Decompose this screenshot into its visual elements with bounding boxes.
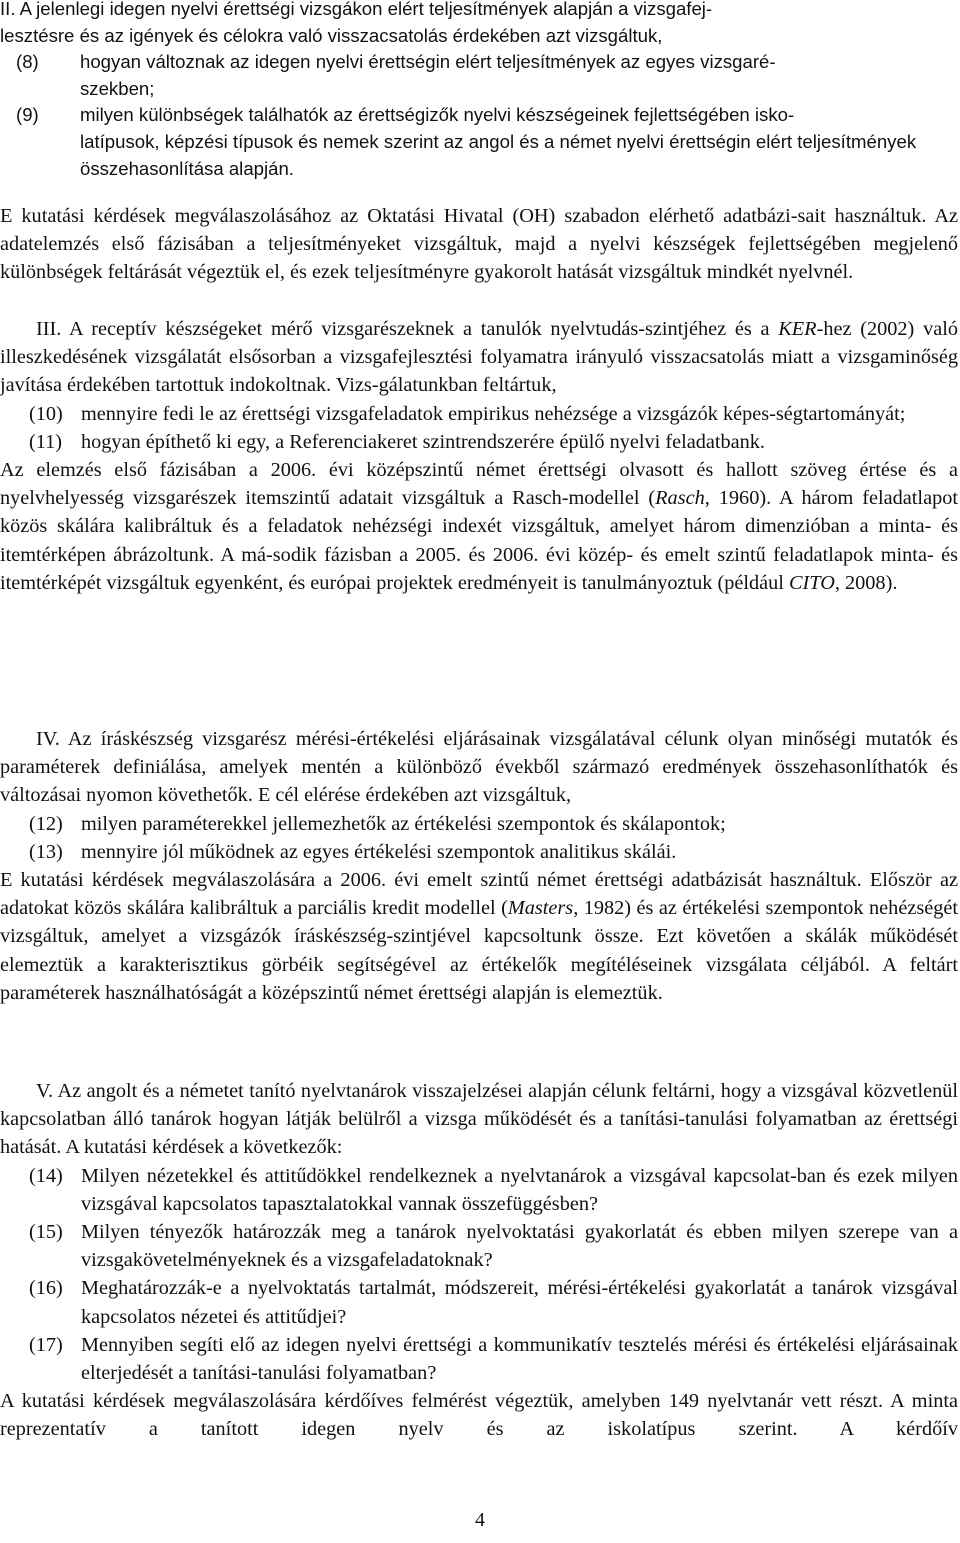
question-15-text: Milyen tényezők határozzák meg a tanárok nyelvoktatási gyakorlatát és ebben milyen szerepe van a vizsgakövetelményeknek és a vizsgafeladatoknak? bbox=[81, 1221, 958, 1272]
section-4-outro bbox=[0, 866, 958, 1007]
question-13 bbox=[0, 838, 958, 866]
question-10-number: (10) bbox=[29, 402, 63, 425]
question-16 bbox=[0, 1274, 958, 1330]
question-16-text: Meghatározzák-e a nyelvoktatás tartalmát, módszereit, mérési-értékelési gyakorlatát a tanárok vizsgával kapcsolatos nézetei és attitűdjei? bbox=[81, 1277, 958, 1328]
question-16-number: (16) bbox=[29, 1277, 63, 1300]
section-3-intro bbox=[0, 315, 958, 400]
question-12 bbox=[0, 810, 958, 838]
section-4-outro-part-2: , 1982) és az értékelési szempontok nehézségét vizsgáltuk, amelyet a vizsgázók íráskészség-szintjével kapcsoltunk össze. Ezt követően a skálák működését elemeztük a karakterisztikus görbéik segítségével az értékelők megítéléseinek vizsgálata céljából. A feltárt paraméterek használhatóságát a középszintű német érettségi alapján is elemeztük. bbox=[0, 897, 958, 1004]
question-14-number: (14) bbox=[29, 1164, 63, 1187]
question-11-number: (11) bbox=[29, 430, 63, 453]
question-9-line-1: milyen különbségek találhatók az érettségizők nyelvi készségeinek fejlettségében isko- bbox=[80, 104, 795, 126]
section-3-intro-pre: III. A receptív készségeket mérő vizsgarészeknek a tanulók nyelvtudás-szintjéhez és a bbox=[36, 318, 779, 340]
question-9-text bbox=[80, 102, 958, 182]
question-9-number: (9) bbox=[16, 104, 39, 126]
section-2-outro-block bbox=[0, 202, 958, 287]
section-2-intro-line-2: lesztésre és az igények és célokra való visszacsatolás érdekében azt vizsgáltuk, bbox=[0, 24, 663, 46]
question-15-number: (15) bbox=[29, 1221, 63, 1244]
section-3-intro-post: -hez (2002) való illeszkedésének vizsgálatát elsősorban a vizsgafejlesztési folyamatra irányuló visszacsatolás miatt a vizsgaminőség javítása érdekében tartottuk indokoltnak. Vizs-gálatunkban feltártuk, bbox=[0, 318, 958, 397]
question-9 bbox=[0, 102, 958, 182]
section-3-outro-part-3: , 2008). bbox=[834, 571, 898, 594]
section-4-outro-part-1: E kutatási kérdések megválaszolására a 2006. évi emelt szintű német érettségi adatbázisát használtuk. Először az adatokat közös skálára kalibráltuk a parciális kredit modellel ( bbox=[0, 869, 958, 920]
question-17-number: (17) bbox=[29, 1333, 63, 1356]
section-3-outro-part-2: , 1960). A három feladatlapot közös skálára kalibráltuk és a feladatok nehézségi indexét vizsgáltuk, amelyet három dimenzióban a minta- és itemtérképen ábrázoltunk. A má-sodik fázisban a 2005. és 2006. évi közép- és emelt szintű feladatlapok minta- és itemtérképét vizsgáltuk egyenként, és európai projektek eredményeit is tanulmányoztuk (például bbox=[0, 487, 958, 594]
question-15 bbox=[0, 1218, 958, 1274]
section-5-outro: A kutatási kérdések megválaszolására kérdőíves felmérést végeztük, amelyben 149 nyelvtanár vett részt. A minta reprezentatív a tanított idegen nyelv és az iskolatípus szerint. A kérdőív bbox=[0, 1390, 958, 1441]
question-11 bbox=[0, 428, 958, 456]
question-10-text: mennyire fedi le az érettségi vizsgafeladatok empirikus nehézsége a vizsgázók képes-ségtartományát; bbox=[81, 402, 906, 425]
section-2-intro-line-1: II. A jelenlegi idegen nyelvi érettségi vizsgákon elért teljesítmények alapján a vizsgafej- bbox=[0, 0, 713, 19]
question-10 bbox=[0, 400, 958, 428]
question-8 bbox=[0, 49, 958, 102]
section-3 bbox=[0, 315, 958, 597]
question-12-number: (12) bbox=[29, 812, 63, 835]
question-14 bbox=[0, 1162, 958, 1218]
section-2-outro: E kutatási kérdések megválaszolásához az Oktatási Hivatal (OH) szabadon elérhető adatbázi-sait használtuk. Az adatelemzés első fázisában a teljesítményeket vizsgáltuk, majd a nyelvi készségek fejlettségében megjelenő különbségek feltárását végeztük el, és ezek teljesítményre gyakorolt hatását vizsgáltuk mindkét nyelvnél. bbox=[0, 205, 958, 284]
question-13-text: mennyire jól működnek az egyes értékelési szempontok analitikus skálái. bbox=[81, 840, 677, 863]
masters-reference: Masters bbox=[507, 897, 574, 920]
section-2-intro bbox=[0, 0, 958, 49]
section-4-intro: IV. Az íráskészség vizsgarész mérési-értékelési eljárásainak vizsgálatával célunk olyan minőségi mutatók és paraméterek definiálása, amelyek mentén a különböző évekből származó eredmények összehasonlíthatók és változásai nyomon követhetők. E cél elérése érdekében azt vizsgáltuk, bbox=[0, 728, 958, 807]
section-4 bbox=[0, 725, 958, 1007]
section-3-outro-part-1: Az elemzés első fázisában a 2006. évi középszintű német érettségi olvasott és hallott szöveg értése és a nyelvhelyesség vizsgarészek itemszintű adatait vizsgáltuk a Rasch-modellel ( bbox=[0, 459, 958, 510]
question-8-number: (8) bbox=[16, 51, 39, 73]
question-8-line-1: hogyan változnak az idegen nyelvi érettségin elért teljesítmények az egyes vizsgaré- bbox=[80, 51, 776, 73]
question-11-text: hogyan építhető ki egy, a Referenciakeret szintrendszerére épülő nyelvi feladatbank. bbox=[81, 430, 765, 453]
question-9-line-2: latípusok, képzési típusok és nemek szerint az angol és a német nyelvi érettségin elért teljesítmények összehasonlítása alapján. bbox=[80, 130, 917, 179]
ker-reference: KER bbox=[778, 318, 817, 340]
page-number: 4 bbox=[475, 1509, 485, 1531]
section-5 bbox=[0, 1077, 958, 1444]
question-17-text: Mennyiben segíti elő az idegen nyelvi érettségi a kommunikatív tesztelés mérési és értékelési eljárásainak elterjedését a tanítási-tanulási folyamatban? bbox=[81, 1333, 958, 1385]
question-13-number: (13) bbox=[29, 840, 63, 863]
question-8-line-2: szekben; bbox=[80, 77, 155, 99]
section-5-intro: V. Az angolt és a németet tanító nyelvtanárok visszajelzései alapján célunk feltárni, hogy a vizsgával közvetlenül kapcsolatban álló tanárok hogyan látják belülről a vizsga működését és a tanítási-tanulási folyamatban az érettségi hatását. A kutatási kérdések a következők: bbox=[0, 1080, 958, 1159]
question-8-text bbox=[80, 49, 958, 102]
question-14-text: Milyen nézetekkel és attitűdökkel rendelkeznek a nyelvtanárok a vizsgával kapcsolat-ban és ezek milyen vizsgával kapcsolatos tapasztalatokkal vannak összefüggésben? bbox=[81, 1164, 958, 1215]
question-12-text: milyen paraméterekkel jellemezhetők az értékelési szempontok és skálapontok; bbox=[81, 812, 726, 835]
cito-reference: CITO bbox=[789, 571, 835, 594]
rasch-reference: Rasch bbox=[655, 487, 705, 510]
section-2 bbox=[0, 0, 958, 182]
question-17 bbox=[0, 1331, 958, 1387]
section-3-outro bbox=[0, 456, 958, 597]
